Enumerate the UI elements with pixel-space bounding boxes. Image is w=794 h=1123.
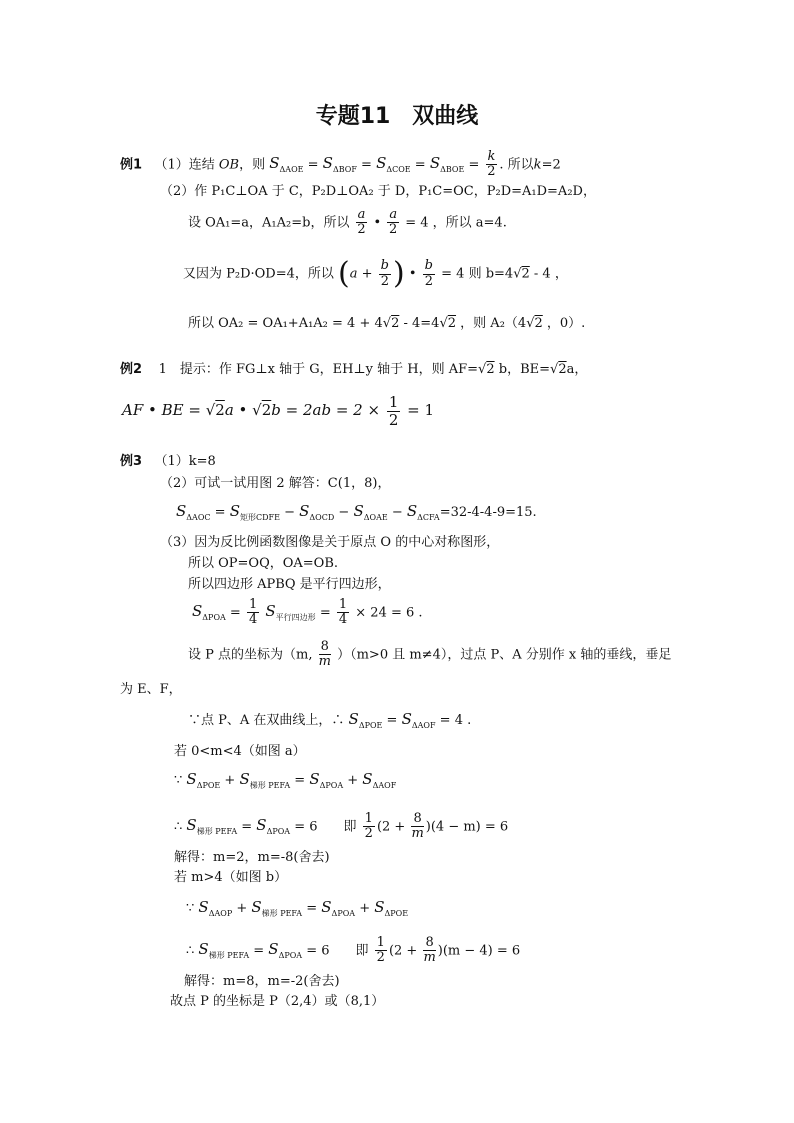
ex1-p1b: ，则 bbox=[239, 157, 266, 173]
ex3-label: 例3 bbox=[120, 454, 143, 469]
ex1-ob: OB bbox=[218, 157, 240, 173]
ex3-line18: 解得：m=8，m=-2(舍去) bbox=[184, 974, 340, 989]
eq: = bbox=[468, 157, 480, 173]
s-aoe: $S_{\Delta AOE}$ bbox=[269, 154, 304, 175]
eq: = bbox=[414, 157, 426, 173]
eq: = bbox=[307, 157, 319, 173]
frac-a-2b: $\frac{a}{2}$ bbox=[389, 207, 398, 238]
frac-8-mb: $\frac{8}{m}$ bbox=[411, 811, 424, 842]
ex3-line19: 故点 P 的坐标是 P（2,4）或（8,1） bbox=[170, 994, 385, 1009]
ex3-line13: ∴ $S_{梯形 PEFA} = S_{\Delta POA} = 6$ 即 $\frac{1}{2}$ (2 + $\frac{8}{m}$ )(4 − m) = 6 bbox=[174, 811, 509, 842]
page-title: 专题11 双曲线 bbox=[315, 104, 479, 129]
frac-8-mc: $\frac{8}{m}$ bbox=[423, 935, 436, 966]
ex2-line1: 例2 1 提示：作 FG⊥x 轴于 G，EH⊥y 轴于 H，则 AF=√2 b，BE=√2a， bbox=[120, 362, 588, 377]
ex1-line1: 例1 （1）连结 OB，则 $S_{\Delta AOE} = S_{\Delta BOF} = S_{\Delta COE} = S_{\Delta BOE}$ = $\frac{k}{2}$ . 所以k=2 bbox=[120, 149, 561, 180]
ex3-line5: 所以 OP=OQ，OA=OB. bbox=[188, 556, 339, 571]
ex1-line4: 又因为 P₂D·OD=4，所以 (a + $\frac{b}{2}$ ) • $\frac{b}{2}$ = 4 则 b=4√2 - 4 ， bbox=[183, 256, 568, 291]
eq: = bbox=[361, 157, 372, 173]
ex3-line6: 所以四边形 APBQ 是平行四边形， bbox=[188, 577, 391, 592]
ex3-line7: $S_{\Delta POA}$ = $\frac{1}{4}$ $S_{平行四边形}$ = $\frac{1}{4}$ × 24 = 6 . bbox=[192, 597, 423, 628]
ex3-line2: （2）可试一试用图 2 解答：C(1，8)， bbox=[160, 476, 391, 491]
ex3-line12: ∵ $S_{\Delta POE} + S_{梯形 PEFA} = S_{\Delta POA} + S_{\Delta AOF}$ bbox=[174, 770, 397, 790]
frac-b-2: $\frac{b}{2}$ bbox=[380, 258, 389, 289]
ex3-line1: 例3 （1）k=8 bbox=[120, 454, 216, 469]
ex3-line16: ∵ $S_{\Delta AOP} + S_{梯形 PEFA} = S_{\Delta POA} + S_{\Delta POE}$ bbox=[186, 898, 409, 918]
s-coe: $S_{\Delta COE}$ bbox=[376, 154, 411, 175]
ex3-line10: ∵点 P、A 在双曲线上，∴ $S_{\Delta POE} = S_{\Delta AOF} = 4$ . bbox=[188, 710, 472, 730]
ex2-label: 例2 bbox=[120, 362, 143, 377]
frac-a-2: $\frac{a}{2}$ bbox=[357, 207, 366, 238]
frac-k-2: $\frac{k}{2}$ bbox=[487, 149, 496, 180]
frac-1-2d: $\frac{1}{2}$ bbox=[376, 935, 385, 966]
ex2-line2: AF • BE = √2a • √2b = 2ab = 2 × $\frac{1}{2}$ = 1 bbox=[122, 393, 435, 429]
frac-8-m: $\frac{8}{m}$ bbox=[318, 639, 331, 670]
frac-1-4b: $\frac{1}{4}$ bbox=[338, 597, 348, 628]
ex1-p1a: （1）连结 bbox=[154, 157, 215, 173]
ex3-line4: （3）因为反比例函数图像是关于原点 O 的中心对称图形， bbox=[160, 535, 500, 550]
ex1-p1d: =2 bbox=[541, 157, 561, 173]
ex1-p1c: 所以 bbox=[507, 157, 534, 173]
ex3-line17: ∴ $S_{梯形 PEFA} = S_{\Delta POA} = 6$ 即 $\frac{1}{2}$ (2 + $\frac{8}{m}$ )(m − 4) = 6 bbox=[186, 935, 521, 966]
ex3-line14: 解得：m=2，m=-8(舍去) bbox=[174, 850, 330, 865]
ex3-line8: 设 P 点的坐标为（m, $\frac{8}{m}$ ）（m>0 且 m≠4），过点 P、A 分别作 x 轴的垂线，垂足 bbox=[188, 639, 672, 670]
s-bof: $S_{\Delta BOF}$ bbox=[322, 154, 357, 175]
ex1-line3: 设 OA₁=a，A₁A₂=b，所以 $\frac{a}{2}$ • $\frac{a}{2}$ = 4 ，所以 a=4. bbox=[188, 207, 507, 238]
ex3-line9: 为 E、F， bbox=[120, 682, 182, 697]
frac-1-4: $\frac{1}{4}$ bbox=[248, 597, 258, 628]
ex3-line3: $S_{\Delta AOC} = S_{矩形CDFE} - S_{\Delta OCD} - S_{\Delta OAE} - S_{\Delta CFA}=32-4-4-9=15$. bbox=[176, 502, 537, 522]
frac-1-2: $\frac{1}{2}$ bbox=[388, 393, 399, 429]
ex3-line15: 若 m>4（如图 b） bbox=[174, 870, 288, 885]
ex1-line2: （2）作 P₁C⊥OA 于 C，P₂D⊥OA₂ 于 D，P₁C=OC，P₂D=A₁D=A₂D， bbox=[160, 184, 596, 199]
ex1-line5: 所以 OA₂ = OA₁+A₁A₂ = 4 + 4√2 - 4=4√2 ，则 A₂（4√2 ，0）. bbox=[188, 316, 586, 331]
ex1-label: 例1 bbox=[120, 157, 143, 173]
frac-b-2b: $\frac{b}{2}$ bbox=[424, 258, 433, 289]
frac-1-2c: $\frac{1}{2}$ bbox=[364, 811, 373, 842]
s-boe: $S_{\Delta BOE}$ bbox=[429, 154, 465, 175]
ex3-line11: 若 0<m<4（如图 a） bbox=[174, 744, 306, 759]
